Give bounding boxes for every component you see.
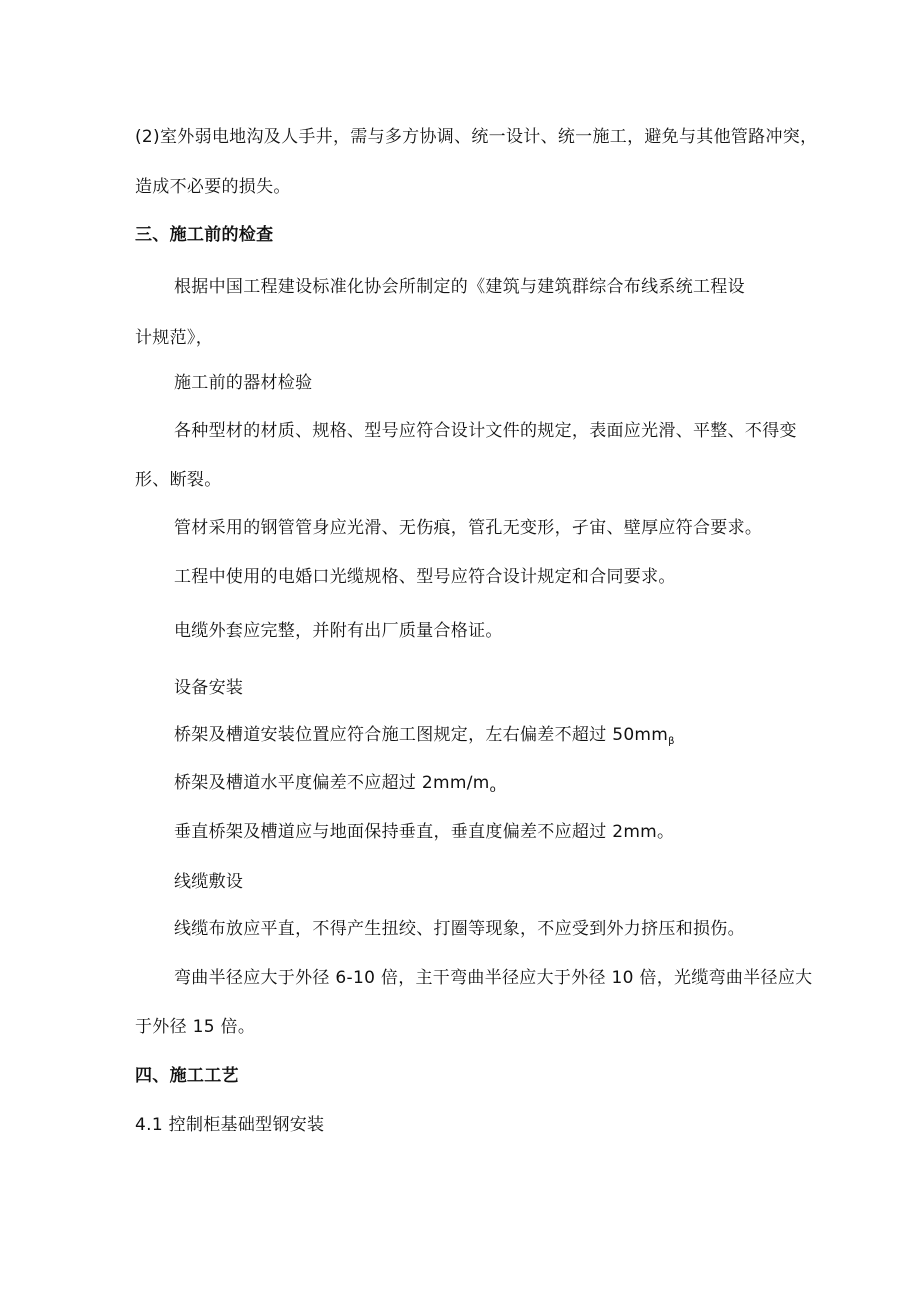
subscript-mark: β: [668, 736, 675, 747]
paragraph-line: 造成不必要的损失。: [135, 177, 291, 197]
subscript-mark: o: [489, 784, 497, 795]
paragraph-line: (2)室外弱电地沟及人手井，需与多方协调、统一设计、统一施工，避免与其他管路冲突，: [135, 127, 818, 147]
paragraph-line: 计规范》，: [135, 328, 213, 348]
paragraph-line: 形、断裂。: [135, 470, 222, 490]
subheading: 施工前的器材检验: [174, 373, 313, 393]
paragraph-line: [174, 772, 496, 801]
paragraph-line: 工程中使用的电婚口光缆规格、型号应符合设计规定和合同要求。: [174, 567, 676, 587]
section-heading: 四、施工工艺: [135, 1066, 239, 1086]
paragraph-line: 根据中国工程建设标准化协会所制定的《建筑与建筑群综合布线系统工程设: [174, 277, 745, 297]
subsection-heading: 4.1 控制柜基础型钢安装: [135, 1115, 325, 1135]
paragraph-line: [174, 724, 675, 753]
paragraph-line: 弯曲半径应大于外径 6-10 倍，主干弯曲半径应大于外径 10 倍，光缆弯曲半径应大: [174, 968, 813, 988]
subheading: 线缆敷设: [174, 872, 244, 892]
paragraph-line: 垂直桥架及槽道应与地面保持垂直，垂直度偏差不应超过 2mm。: [174, 822, 675, 842]
paragraph-line: 电缆外套应完整，并附有出厂质量合格证。: [174, 621, 503, 641]
subheading: 设备安装: [174, 678, 244, 698]
line-text: 桥架及槽道安装位置应符合施工图规定，左右偏差不超过 50mm: [174, 725, 669, 745]
paragraph-line: 线缆布放应平直，不得产生扭绞、打圈等现象，不应受到外力挤压和损伤。: [174, 919, 745, 939]
paragraph-line: 于外径 15 倍。: [135, 1017, 256, 1037]
paragraph-line: 管材采用的钢管管身应光滑、无伤痕，管孔无变形，孑宙、壁厚应符合要求。: [174, 518, 763, 538]
paragraph-line: 各种型材的材质、规格、型号应符合设计文件的规定，表面应光滑、平整、不得变: [174, 421, 797, 441]
section-heading: 三、施工前的检查: [135, 225, 274, 245]
line-text: 桥架及槽道水平度偏差不应超过 2mm∕m: [174, 773, 490, 793]
